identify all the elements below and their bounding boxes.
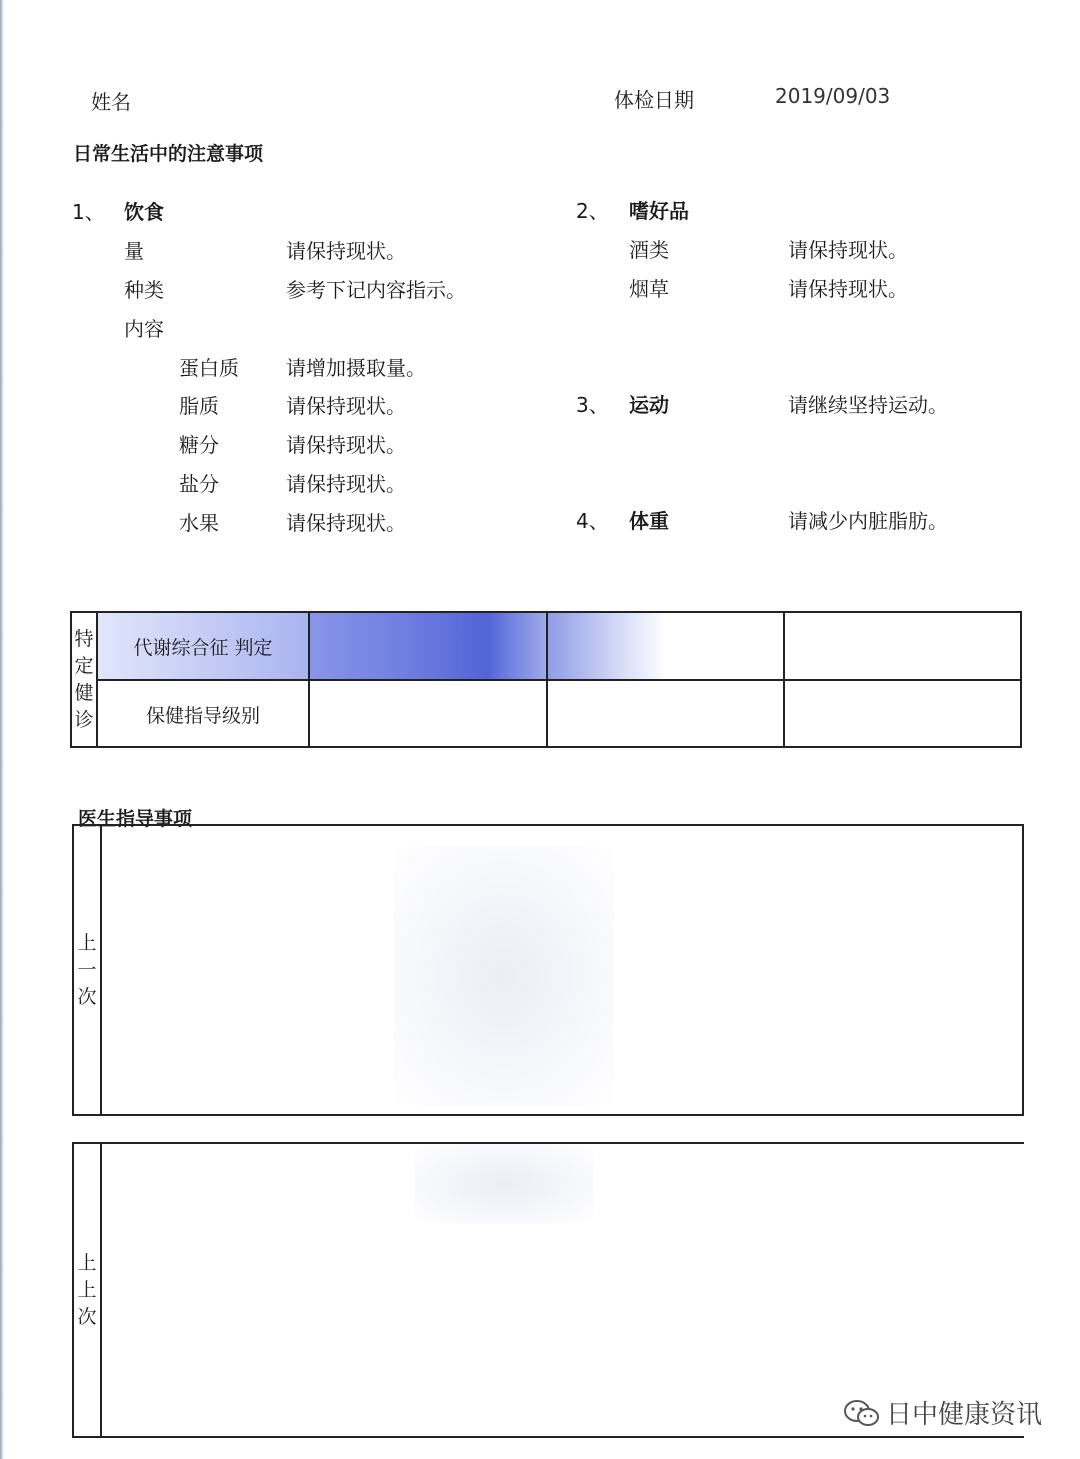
weight-value: 请减少内脏脂肪。 [788,509,948,533]
weight-number: 4、 [576,509,609,533]
before-previous-label [74,1144,102,1436]
metabolic-syndrome-label: 代谢综合征 判定 [98,613,308,679]
side-char: 上 [77,1251,97,1274]
nutrient-label: 糖分 [179,433,219,457]
diet-row-value: 请保持现状。 [286,239,406,263]
diet-row-label: 量 [124,239,144,263]
exam-date-label: 体检日期 [614,88,694,112]
side-char: 次 [77,1305,97,1328]
diet-row-label: 种类 [124,278,164,302]
before-previous-guidance-box [72,1142,1024,1438]
scan-shadow [394,846,614,1106]
side-char: 诊 [74,708,94,731]
nutrient-label: 脂质 [179,394,219,418]
habit-value: 请保持现状。 [788,277,908,301]
nutrient-value: 请保持现状。 [286,511,406,535]
habits-number: 2、 [576,199,609,223]
nutrient-value: 请保持现状。 [286,394,406,418]
nutrient-label: 盐分 [179,472,219,496]
nutrient-value: 请增加摄取量。 [286,356,426,380]
habit-label: 烟草 [629,277,669,301]
side-char: 一 [77,958,97,981]
side-char: 健 [74,681,94,704]
previous-guidance-box [72,824,1024,1116]
habit-value: 请保持现状。 [788,238,908,262]
specific-health-exam-table [70,611,1022,748]
nutrient-label: 水果 [179,511,219,535]
exam-table-side-label [72,613,96,746]
side-char: 上 [77,1278,97,1301]
habits-title: 嗜好品 [629,199,689,223]
side-char: 特 [74,627,94,650]
watermark-text: 日中健康资讯 [886,1400,1043,1430]
scan-edge [0,0,4,1459]
exercise-title: 运动 [629,393,669,417]
exercise-number: 3、 [576,393,609,417]
health-guidance-level-label: 保健指导级别 [145,704,260,727]
diet-row-value: 参考下记内容指示。 [286,278,466,302]
diet-row-label: 内容 [124,317,164,341]
previous-label [74,826,102,1114]
nutrient-label: 蛋白质 [179,356,239,380]
nutrient-value: 请保持现状。 [286,472,406,496]
nutrient-value: 请保持现状。 [286,433,406,457]
section-title: 日常生活中的注意事项 [73,143,264,165]
diet-number: 1、 [72,200,105,224]
weight-title: 体重 [629,509,669,533]
doctor-guidance-title: 医生指导事项 [78,808,193,830]
side-char: 定 [74,654,94,677]
highlight-cell [310,613,546,679]
exam-date-value: 2019/09/03 [775,84,891,108]
name-label: 姓名 [91,90,131,114]
highlight-cell [548,613,784,679]
exercise-value: 请继续坚持运动。 [788,393,948,417]
side-char: 上 [77,931,97,954]
habit-label: 酒类 [629,238,669,262]
side-char: 次 [77,985,97,1008]
diet-title: 饮食 [124,200,164,224]
scan-shadow [414,1144,594,1224]
wechat-icon [842,1398,882,1428]
